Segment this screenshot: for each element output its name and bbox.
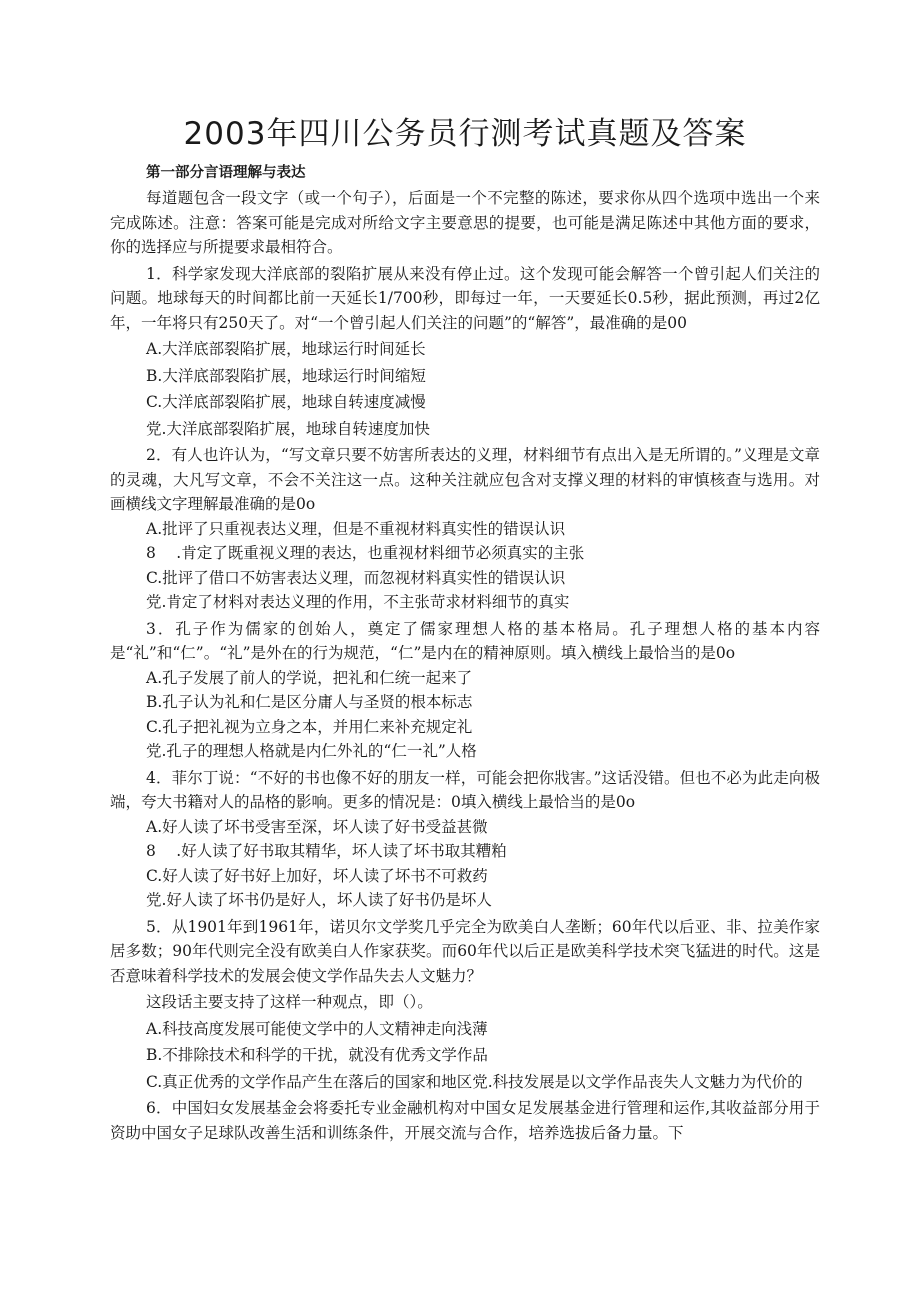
option-a: A.好人读了坏书受害至深，坏人读了好书受益甚微 bbox=[146, 817, 488, 836]
option-a: A.科技高度发展可能使文学中的人文精神走向浅薄 bbox=[146, 1019, 488, 1038]
question-1 bbox=[110, 262, 820, 442]
option-b: B.不排除技术和科学的干扰，就没有优秀文学作品 bbox=[146, 1046, 488, 1064]
question-stem: 2．有人也许认为，“写文章只要不妨害所表达的义理，材料细节有点出入是无所谓的。”义理是文章的灵魂，大凡写文章，不会不关注这一点。这种关注就应包含对支撑义理的材料的审慎核查与选用。对画横线文字理解最准确的是0o bbox=[110, 446, 820, 513]
option-a: A.批评了只重视表达义理，但是不重视材料真实性的错误认识 bbox=[146, 519, 566, 538]
section-heading: 第一部分言语理解与表达 bbox=[146, 165, 306, 181]
question-stem: 4．菲尔丁说：“不好的书也像不好的朋友一样，可能会把你戕害。”这话没错。但也不必为此走向极端，夸大书籍对人的品格的影响。更多的情况是：0填入横线上最恰当的是0o bbox=[110, 768, 820, 811]
question-3 bbox=[110, 617, 820, 764]
option-b: B.孔子认为礼和仁是区分庸人与圣贤的根本标志 bbox=[146, 693, 473, 711]
question-stem: 1．科学家发现大洋底部的裂陷扩展从来没有停止过。这个发现可能会解答一个曾引起人们关注的问题。地球每天的时间都比前一天延长1/700秒，即每过一年，一天要延长0.5秒，据此预测，再过2亿年，一年将只有250天了。对“一个曾引起人们关注的问题”的“解答”，最准确的是00 bbox=[110, 264, 820, 332]
option-c: C.批评了借口不妨害表达义理，而忽视材料真实性的错误认识 bbox=[146, 568, 566, 587]
option-b: B.大洋底部裂陷扩展，地球运行时间缩短 bbox=[146, 366, 426, 385]
instructions-paragraph: 每道题包含一段文字（或一个句子），后面是一个不完整的陈述，要求你从四个选项中选出一个来完成陈述。注意：答案可能是完成对所给文字主要意思的提要，也可能是满足陈述中其他方面的要求，你的选择应与所提要求最相符合。 bbox=[110, 189, 820, 256]
option-d: 党.孔子的理想人格就是内仁外礼的“仁一礼”人格 bbox=[146, 742, 477, 760]
option-b: 8 .好人读了好书取其精华，坏人读了坏书取其糟粕 bbox=[146, 842, 507, 860]
option-c-d: C.真正优秀的文学作品产生在落后的国家和地区党.科技发展是以文学作品丧失人文魅力为代价的 bbox=[146, 1072, 803, 1091]
page-title: 2003年四川公务员行测考试真题及答案 bbox=[183, 116, 747, 152]
option-b: 8 .肯定了既重视义理的表达，也重视材料细节必须真实的主张 bbox=[146, 544, 585, 562]
question-prompt: 这段话主要支持了这样一种观点，即（）。 bbox=[146, 993, 433, 1011]
question-2 bbox=[110, 443, 820, 615]
question-5 bbox=[110, 915, 820, 1095]
option-c: C.好人读了好书好上加好，坏人读了坏书不可救药 bbox=[146, 866, 488, 885]
question-stem: 6．中国妇女发展基金会将委托专业金融机构对中国女足发展基金进行管理和运作,其收益部分用于资助中国女子足球队改善生活和训练条件，开展交流与合作，培养选拔后备力量。下 bbox=[110, 1099, 820, 1142]
option-d: 党.好人读了坏书仍是好人，坏人读了好书仍是坏人 bbox=[146, 891, 492, 909]
option-d: 党.大洋底部裂陷扩展，地球自转速度加快 bbox=[146, 419, 430, 438]
option-c: C.孔子把礼视为立身之本，并用仁来补充规定礼 bbox=[146, 717, 473, 736]
question-4 bbox=[110, 766, 820, 913]
question-6 bbox=[110, 1096, 820, 1145]
option-c: C.大洋底部裂陷扩展，地球自转速度减慢 bbox=[146, 393, 426, 411]
document-page bbox=[110, 112, 820, 1145]
question-stem: 3．孔子作为儒家的创始人，奠定了儒家理想人格的基本格局。孔子理想人格的基本内容是“礼”和“仁”。“礼”是外在的行为规范，“仁”是内在的精神原则。填入横线上最恰当的是0o bbox=[110, 619, 820, 662]
option-a: A.孔子发展了前人的学说，把礼和仁统一起来了 bbox=[146, 668, 473, 687]
option-a: A.大洋底部裂陷扩展，地球运行时间延长 bbox=[146, 340, 426, 358]
option-d: 党.肯定了材料对表达义理的作用，不主张苛求材料细节的真实 bbox=[146, 593, 570, 611]
question-stem: 5．从1901年到1961年，诺贝尔文学奖几乎完全为欧美白人垄断；60年代以后亚、非、拉美作家居多数；90年代则完全没有欧美白人作家获奖。而60年代以后正是欧美科学技术突飞猛进的时代。这是否意味着科学技术的发展会使文学作品失去人文魅力？ bbox=[110, 917, 820, 985]
